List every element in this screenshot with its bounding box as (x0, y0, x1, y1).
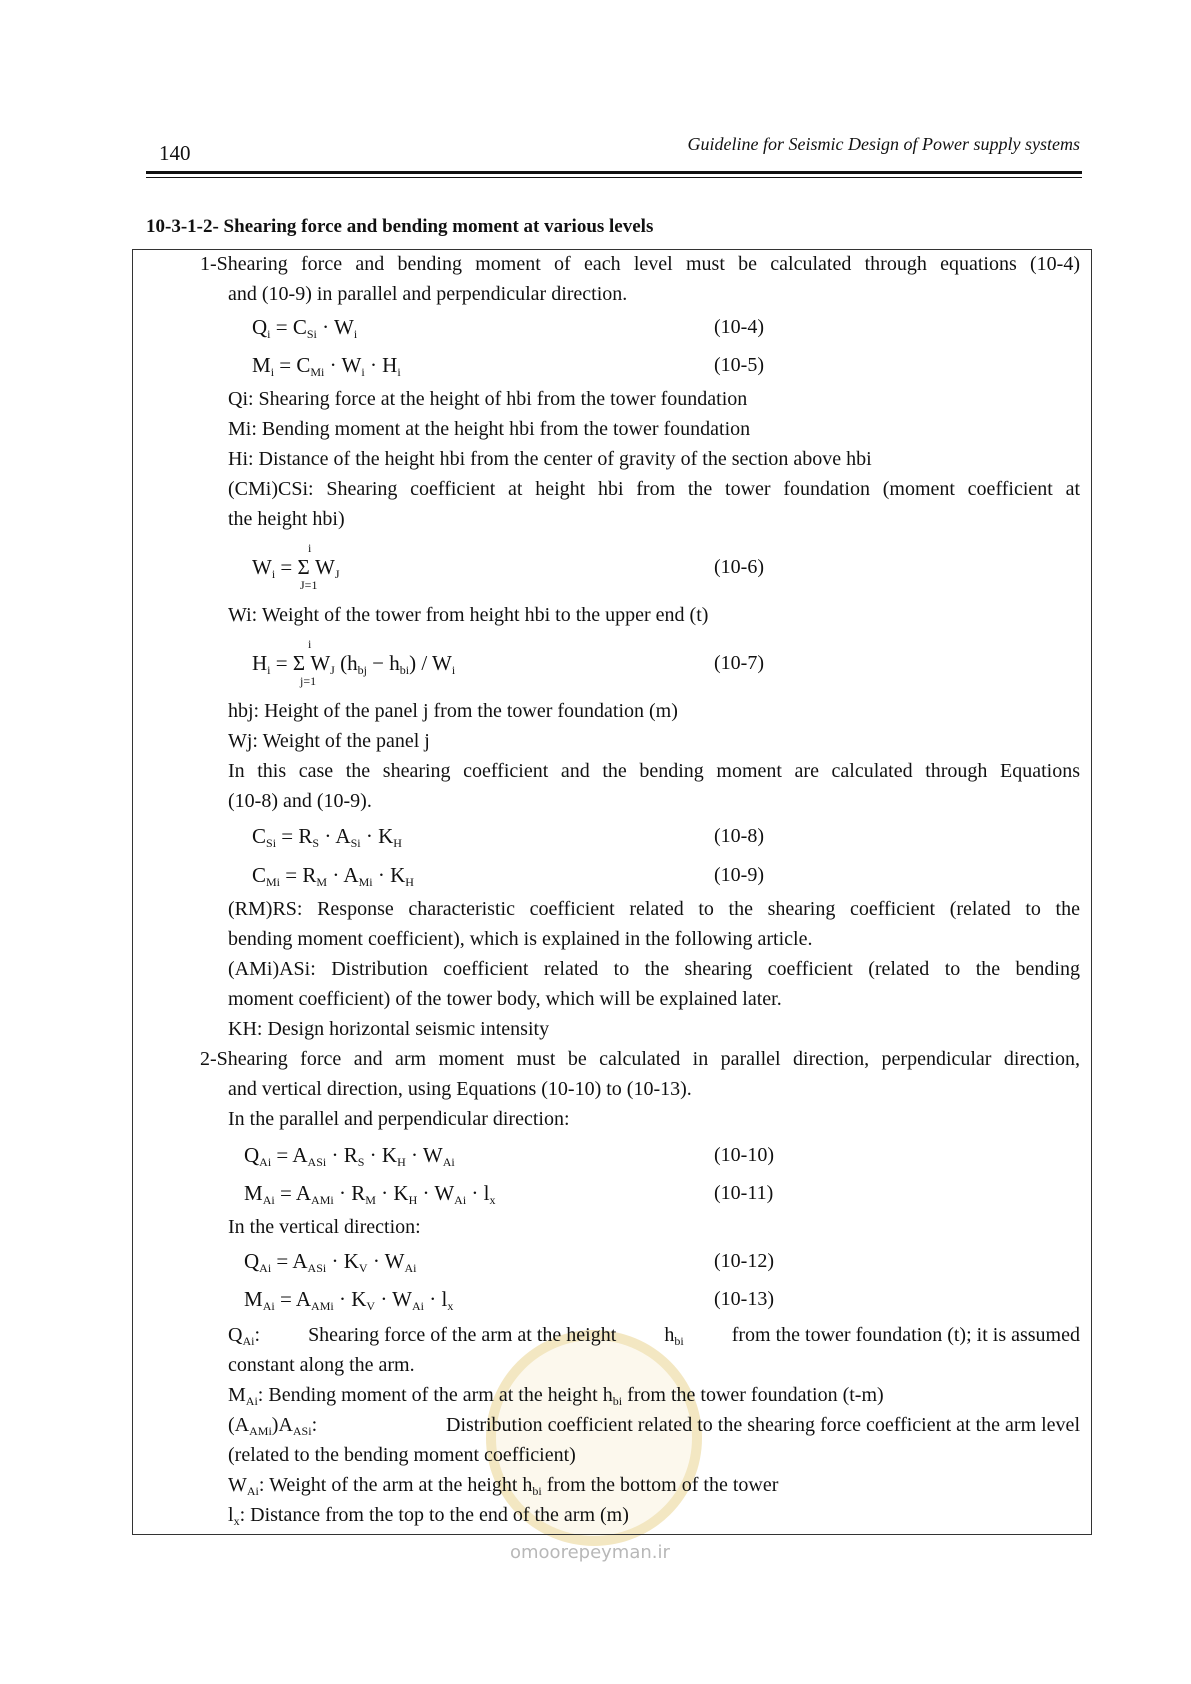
def-kh: KH: Design horizontal seismic intensity (228, 1018, 550, 1040)
running-title: Guideline for Seismic Design of Power supply systems (687, 134, 1080, 154)
def-wai: $W_{Ai}$: Weight of the arm at the height $h_{bi}$ from the bottom of the tower (228, 1474, 779, 1498)
sum-lower-limit: j=1 (300, 674, 317, 688)
def-aami-line-2: (related to the bending moment coefficient) (228, 1444, 576, 1466)
def-qi: Qi: Shearing force at the height of hbi from the tower foundation (228, 388, 748, 410)
header-rule-thin (146, 177, 1082, 178)
def-qai-line-2: constant along the arm. (228, 1354, 415, 1376)
def-rm-line-2: bending moment coefficient), which is explained in the following article. (228, 928, 813, 950)
sum-upper-limit: i (308, 541, 312, 555)
equation-10-12: $Q_{Ai} = A_{ASi} \cdot K_V \cdot W_{Ai}$ (244, 1249, 417, 1275)
def-mi: Mi: Bending moment at the height hbi from the tower foundation (228, 418, 751, 440)
equation-10-9: $C_{Mi} = R_M \cdot A_{Mi} \cdot K_H$ (252, 863, 414, 889)
equation-number: (10-13) (714, 1288, 774, 1310)
equation-number: (10-11) (714, 1182, 774, 1204)
equation-number: (10-9) (714, 864, 764, 886)
def-rm-line-1: (RM)RS: Response characteristic coefficient related to the shearing coefficient (related to the (228, 898, 1080, 920)
para-2-line-2: and vertical direction, using Equations (10-10) to (10-13). (228, 1078, 692, 1100)
def-hbj: hbj: Height of the panel j from the tower foundation (m) (228, 700, 678, 722)
equation-10-10: $Q_{Ai} = A_{ASi} \cdot R_S \cdot K_H \cdot W_{Ai}$ (244, 1143, 455, 1169)
case-line-1: In this case the shearing coefficient and the bending moment are calculated through Equations (228, 760, 1080, 782)
equation-10-8: $C_{Si} = R_S \cdot A_{Si} \cdot K_H$ (252, 824, 402, 850)
def-wi: Wi: Weight of the tower from height hbi to the upper end (t) (228, 604, 709, 626)
equation-number: (10-12) (714, 1250, 774, 1272)
equation-10-6: $W_i = \Sigma$ $W_J$ (252, 555, 340, 581)
watermark-url: omoorepeyman.ir (510, 1542, 670, 1563)
equation-number: (10-6) (714, 556, 764, 578)
def-qai-line-1: $Q_{Ai}$: Shearing force of the arm at the height $h_{bi}$ from the tower foundation (t); it is assumed (228, 1324, 1080, 1348)
def-wj: Wj: Weight of the panel j (228, 730, 430, 752)
equation-10-5: $M_i = C_{Mi} \cdot W_i \cdot H_i$ (252, 353, 401, 379)
equation-number: (10-7) (714, 652, 764, 674)
para-1-line-1: 1-Shearing force and bending moment of each level must be calculated through equations (10-4) (200, 253, 1080, 275)
def-aami-line-1: $(A_{AMi})A_{ASi}$: Distribution coefficient related to the shearing force coefficient at the arm level (228, 1414, 1080, 1438)
equation-10-7: $H_i = \Sigma$ $W_J$ $(h_{bj} - h_{bi}) / W_i$ (252, 651, 456, 677)
equation-10-4: $Q_i = C_{Si} \cdot W_i$ (252, 315, 358, 341)
header-rule-thick (146, 171, 1082, 174)
def-ami-line-2: moment coefficient) of the tower body, which will be explained later. (228, 988, 782, 1010)
para-1-line-2: and (10-9) in parallel and perpendicular direction. (228, 283, 628, 305)
sum-upper-limit: i (308, 637, 312, 651)
equation-10-13: $M_{Ai} = A_{AMi} \cdot K_V \cdot W_{Ai} \cdot l_x$ (244, 1287, 454, 1313)
sum-lower-limit: J=1 (300, 578, 318, 592)
def-ami-line-1: (AMi)ASi: Distribution coefficient related to the shearing coefficient (related to the bending (228, 958, 1080, 980)
def-lx: $l_x$: Distance from the top to the end of the arm (m) (228, 1504, 629, 1528)
equation-number: (10-5) (714, 354, 764, 376)
def-cmi-line-2: the height hbi) (228, 508, 345, 530)
vertical-heading: In the vertical direction: (228, 1216, 421, 1238)
equation-number: (10-8) (714, 825, 764, 847)
parallel-heading: In the parallel and perpendicular direction: (228, 1108, 570, 1130)
para-2-line-1: 2-Shearing force and arm moment must be calculated in parallel direction, perpendicular direction, (200, 1048, 1080, 1070)
section-title: 10-3-1-2- Shearing force and bending moment at various levels (146, 216, 654, 237)
def-hi: Hi: Distance of the height hbi from the center of gravity of the section above hbi (228, 448, 872, 470)
equation-number: (10-4) (714, 316, 764, 338)
equation-10-11: $M_{Ai} = A_{AMi} \cdot R_M \cdot K_H \cdot W_{Ai} \cdot l_x$ (244, 1181, 496, 1207)
page-number: 140 (159, 141, 191, 165)
def-cmi-line-1: (CMi)CSi: Shearing coefficient at height hbi from the tower foundation (moment coefficient at (228, 478, 1080, 500)
def-mai: $M_{Ai}$: Bending moment of the arm at the height $h_{bi}$ from the tower foundation (t-m) (228, 1384, 884, 1408)
case-line-2: (10-8) and (10-9). (228, 790, 372, 812)
equation-number: (10-10) (714, 1144, 774, 1166)
